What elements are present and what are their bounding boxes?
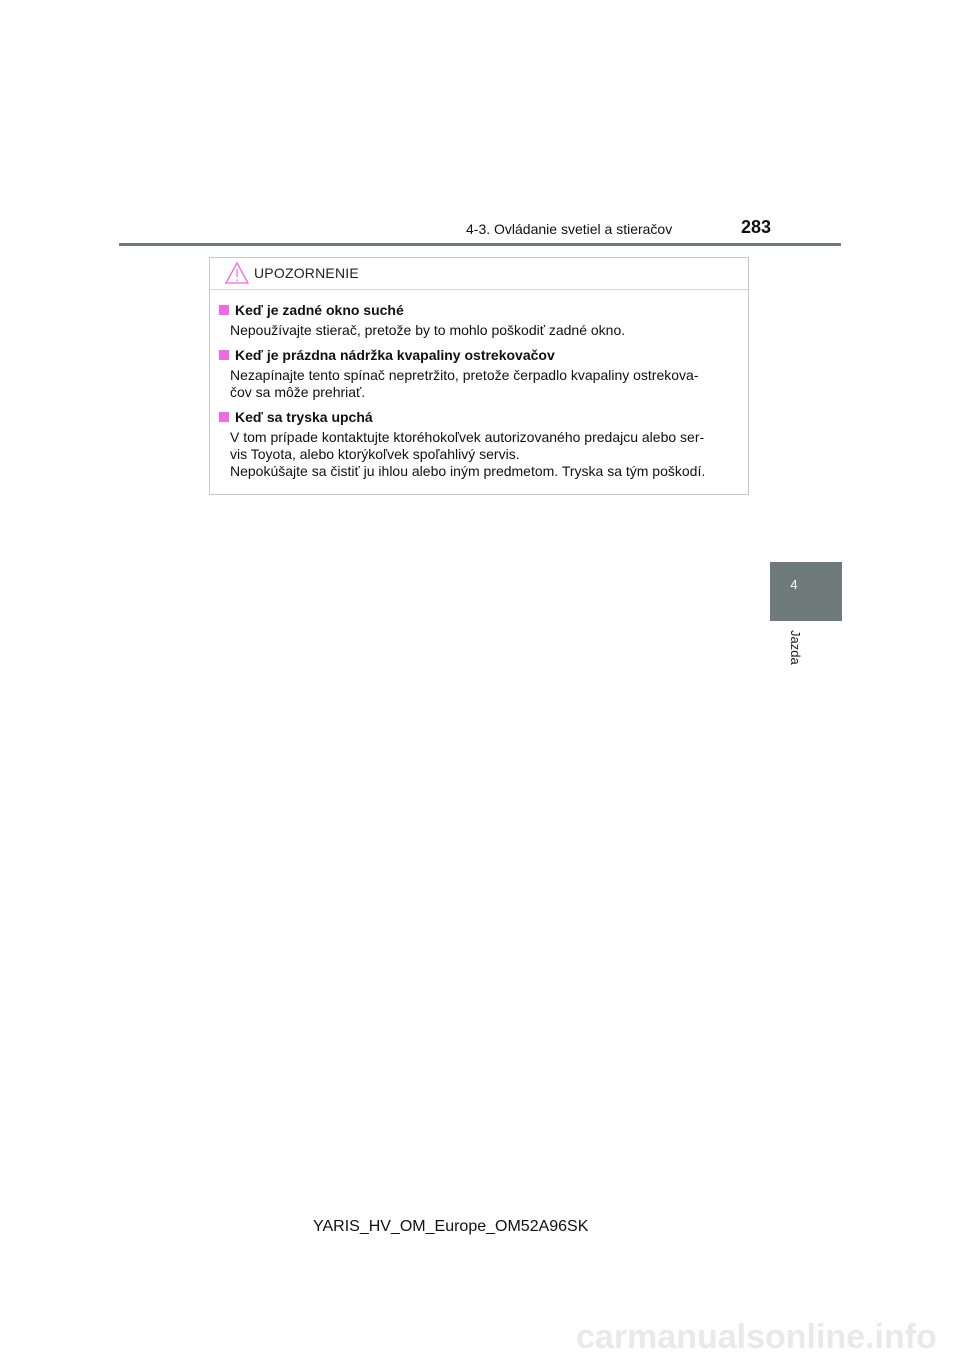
caution-item-line: V tom prípade kontaktujte ktoréhokoľvek autorizovaného predajcu alebo ser- — [230, 429, 705, 445]
square-bullet-icon — [219, 305, 229, 315]
caution-title: UPOZORNENIE — [254, 265, 359, 281]
section-title: 4-3. Ovládanie svetiel a stieračov — [466, 221, 673, 237]
caution-body — [218, 302, 742, 488]
caution-item-line: čov sa môže prehriať. — [230, 384, 366, 400]
caution-item — [218, 347, 742, 401]
square-bullet-icon — [219, 412, 229, 422]
caution-item — [218, 302, 742, 339]
caution-item-heading-text: Keď je zadné okno suché — [235, 302, 404, 318]
document-id: YARIS_HV_OM_Europe_OM52A96SK — [313, 1218, 589, 1235]
header-rule — [119, 243, 841, 246]
caution-item-heading — [218, 409, 742, 426]
caution-item-line: Nepoužívajte stierač, pretože by to mohlo poškodiť zadné okno. — [230, 322, 626, 338]
watermark: carmanualsonline.info — [576, 1318, 937, 1356]
chapter-title — [780, 630, 820, 670]
chapter-title-text: Jazda — [788, 630, 803, 665]
caution-item-text — [218, 367, 742, 401]
chapter-tab — [770, 562, 842, 621]
caution-item-text — [218, 322, 742, 339]
caution-item-text — [218, 429, 742, 480]
page-number: 283 — [741, 217, 772, 237]
chapter-number: 4 — [790, 577, 798, 592]
square-bullet-icon — [219, 350, 229, 360]
caution-box — [209, 257, 749, 495]
caution-item-line: Nezapínajte tento spínač nepretržito, pretože čerpadlo kvapaliny ostrekova- — [230, 367, 699, 383]
caution-item — [218, 409, 742, 480]
caution-item-heading-text: Keď je prázdna nádržka kvapaliny ostrekovačov — [235, 347, 555, 363]
caution-item-heading — [218, 302, 742, 319]
caution-item-line: vis Toyota, alebo ktorýkoľvek spoľahlivý servis. — [230, 446, 520, 462]
caution-header — [210, 258, 748, 290]
caution-item-heading-text: Keď sa tryska upchá — [235, 409, 373, 425]
caution-item-heading — [218, 347, 742, 364]
warning-triangle-icon — [224, 261, 250, 285]
caution-item-line: Nepokúšajte sa čistiť ju ihlou alebo iným predmetom. Tryska sa tým poškodí. — [230, 463, 706, 479]
